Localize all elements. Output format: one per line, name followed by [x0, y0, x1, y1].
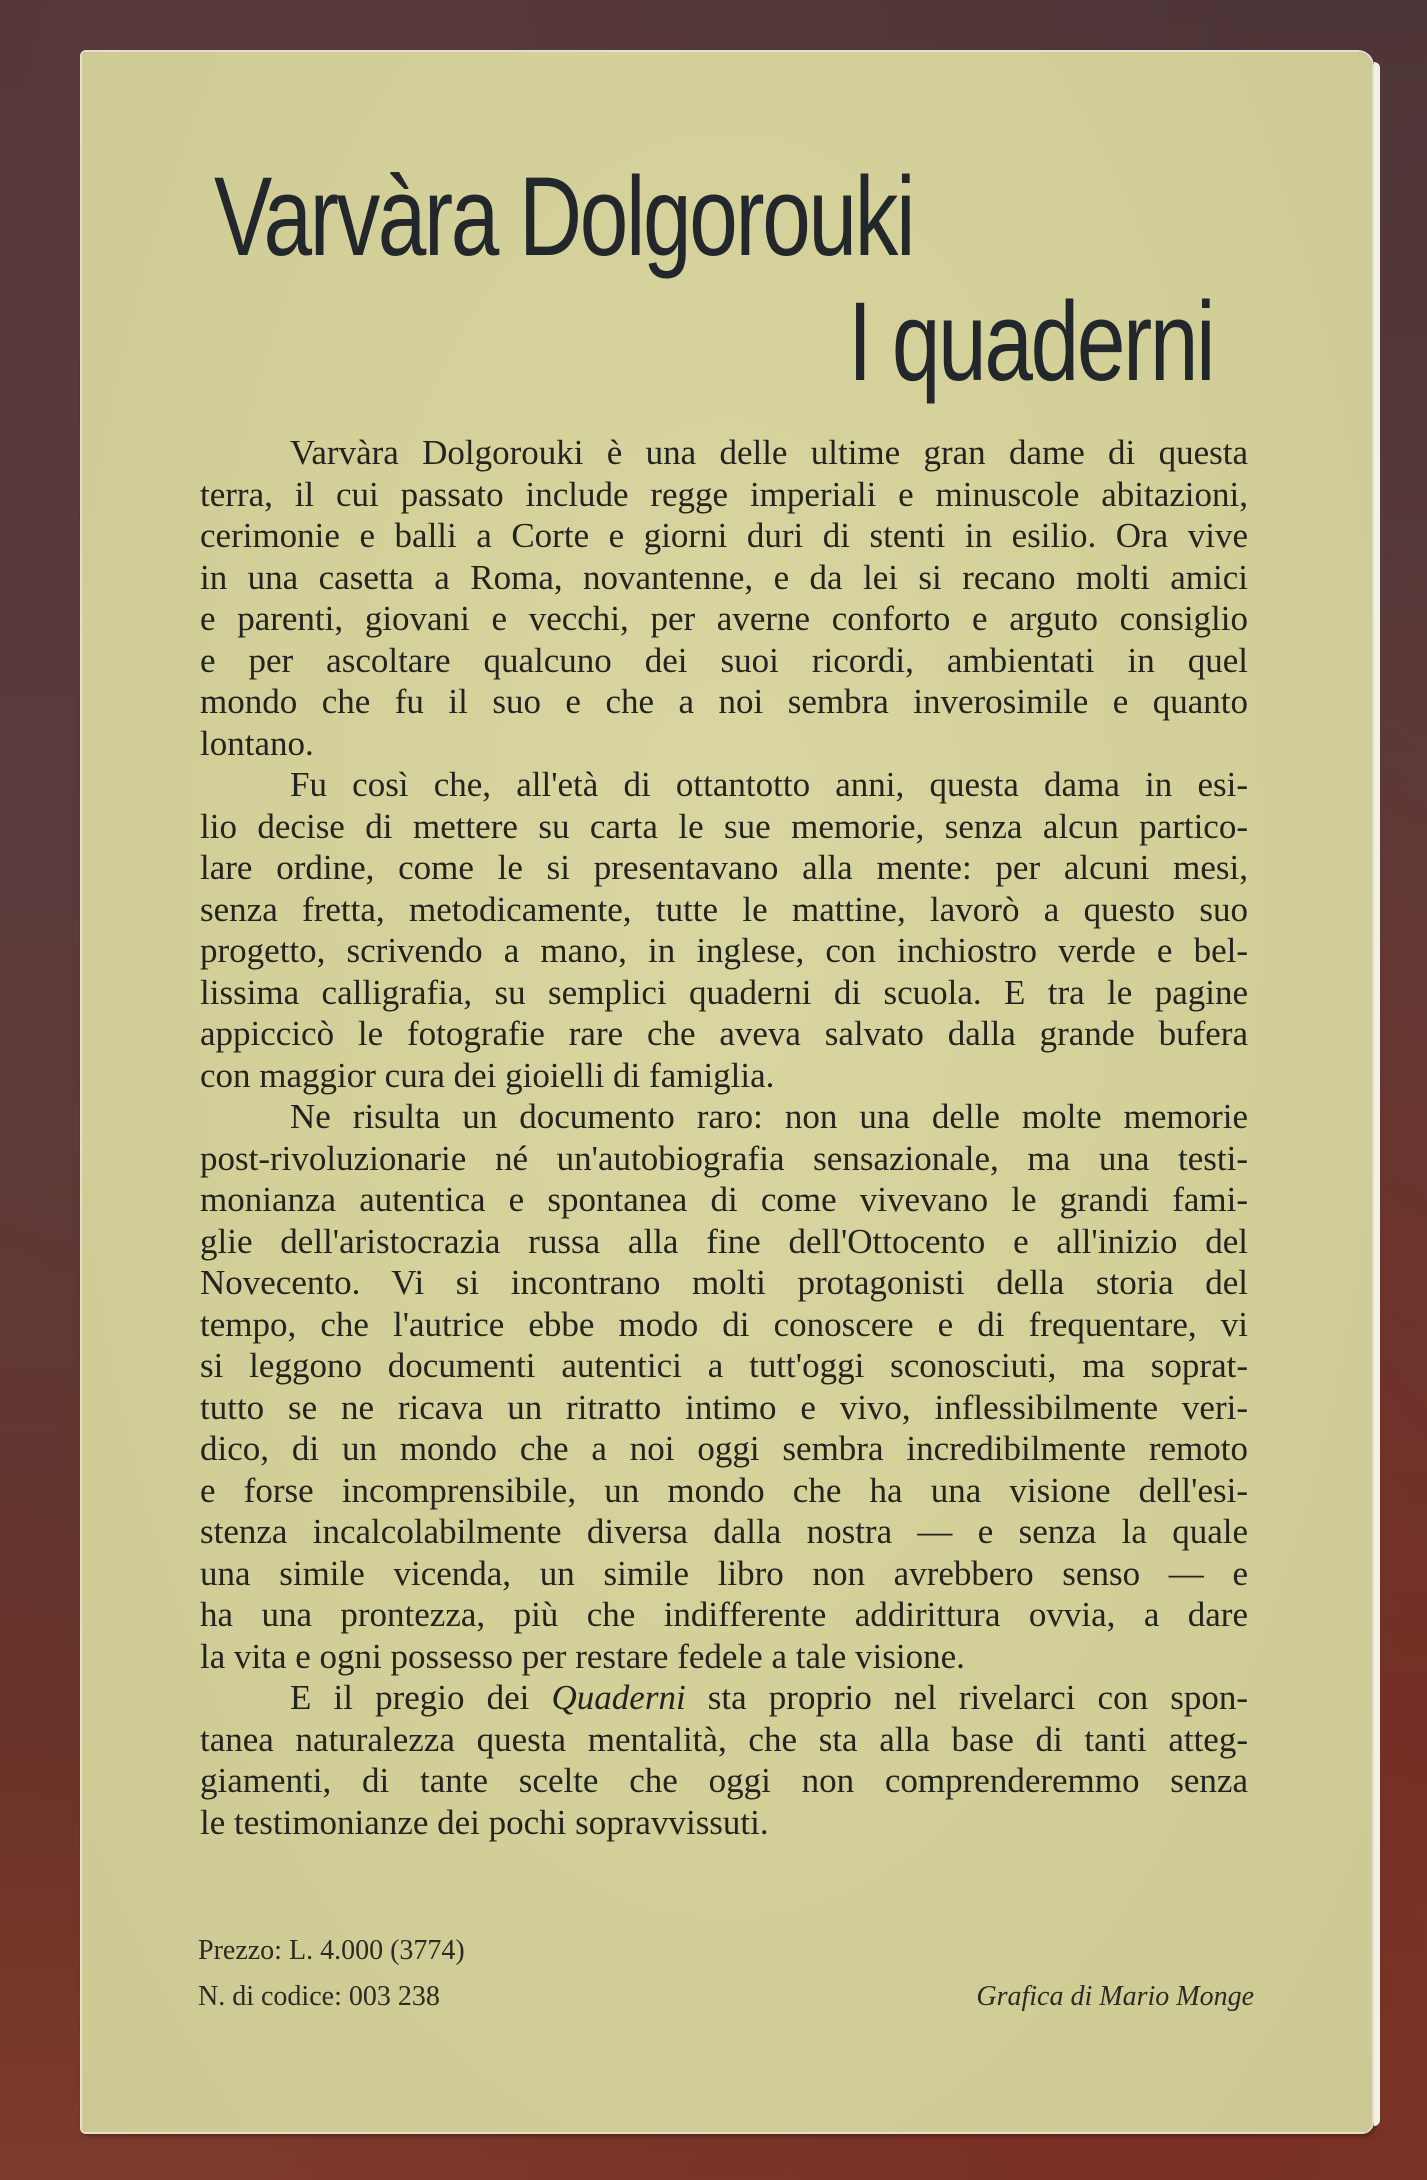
text-line: e per ascoltare qualcuno dei suoi ricordi, ambientati in quel	[200, 640, 1248, 680]
text-line: lissima calligrafia, su semplici quaderni di scuola. E tra le pagine	[200, 972, 1248, 1012]
text-run: sta proprio nel rivelarci con spon-	[685, 1678, 1248, 1717]
text-line: Fu così che, all'età di ottantotto anni, questa dama in esi-	[290, 765, 1248, 804]
text-line: appiccicò le fotografie rare che aveva salvato dalla grande bufera	[200, 1014, 1248, 1053]
text-line: tempo, che l'autrice ebbe modo di conoscere e di frequentare, vi	[200, 1304, 1248, 1344]
text-line: si leggono documenti autentici a tutt'oggi sconosciuti, ma soprat-	[200, 1346, 1248, 1385]
text-line: Novecento. Vi si incontrano molti protagonisti della storia del	[200, 1263, 1248, 1302]
text-line: tanea naturalezza questa mentalità, che sta alla base di tanti atteg-	[200, 1719, 1248, 1759]
design-credit: Grafica di Mario Monge	[976, 1981, 1254, 2012]
text-line: la vita e ogni possesso per restare fedele a tale visione.	[200, 1636, 965, 1676]
text-line: cerimonie e balli a Corte e giorni duri di stenti in esilio. Ora vive	[200, 516, 1248, 555]
blurb-paragraph-1	[200, 432, 1248, 764]
text-line: giamenti, di tante scelte che oggi non comprenderemmo senza	[200, 1761, 1248, 1800]
blurb	[200, 432, 1248, 1843]
text-line: in una casetta a Roma, novantenne, e da lei si recano molti amici	[200, 557, 1248, 597]
text-line: Varvàra Dolgorouki è una delle ultime gran dame di questa	[290, 433, 1248, 472]
text-line: terra, il cui passato include regge imperiali e minuscole abitazioni,	[200, 474, 1248, 514]
text-line: progetto, scrivendo a mano, in inglese, con inchiostro verde e bel-	[200, 931, 1248, 970]
product-code: N. di codice: 003 238	[198, 1981, 440, 2012]
text-line: Ne risulta un documento raro: non una delle molte memorie	[290, 1097, 1248, 1136]
blurb-paragraph-2	[200, 764, 1248, 1096]
text-line: post-rivoluzionarie né un'autobiografia sensazionale, ma una testi-	[200, 1138, 1248, 1178]
text-run: E il pregio dei	[290, 1678, 552, 1717]
text-line: glie dell'aristocrazia russa alla fine dell'Ottocento e all'inizio del	[200, 1221, 1248, 1261]
text-line: e forse incomprensibile, un mondo che ha una visione dell'esi-	[200, 1470, 1248, 1510]
text-line: lio decise di mettere su carta le sue memorie, senza alcun partico-	[200, 806, 1248, 846]
text-line: dico, di un mondo che a noi oggi sembra incredibilmente remoto	[200, 1429, 1248, 1468]
text-line: tutto se ne ricava un ritratto intimo e vivo, inflessibilmente veri-	[200, 1387, 1248, 1427]
text-line: le testimonianze dei pochi sopravvissuti.	[200, 1802, 769, 1842]
text-line: mondo che fu il suo e che a noi sembra inverosimile e quanto	[200, 682, 1248, 721]
book-back-cover	[82, 52, 1372, 2132]
text-line: lontano.	[200, 723, 314, 763]
blurb-paragraph-4	[200, 1677, 1248, 1843]
text-line: con maggior cura dei gioielli di famiglia.	[200, 1055, 775, 1095]
text-line: lare ordine, come le si presentavano alla mente: per alcuni mesi,	[200, 848, 1248, 887]
text-line: ha una prontezza, più che indifferente addirittura ovvia, a dare	[200, 1595, 1248, 1634]
author-name: Varvàra Dolgorouki	[214, 154, 914, 279]
text-line: senza fretta, metodicamente, tutte le mattine, lavorò a questo suo	[200, 889, 1248, 929]
text-line: monianza autentica e spontanea di come vivevano le grandi fami-	[200, 1180, 1248, 1219]
book-title-italic: Quaderni	[551, 1678, 686, 1717]
book-title: I quaderni	[848, 279, 1214, 404]
text-line: una simile vicenda, un simile libro non avrebbero senso — e	[200, 1553, 1248, 1593]
blurb-paragraph-3	[200, 1096, 1248, 1677]
text-line: stenza incalcolabilmente diversa dalla nostra — e senza la quale	[200, 1512, 1248, 1551]
text-line	[200, 1677, 1248, 1719]
text-line: e parenti, giovani e vecchi, per averne conforto e arguto consiglio	[200, 599, 1248, 638]
price-label: Prezzo: L. 4.000 (3774)	[198, 1935, 465, 1966]
